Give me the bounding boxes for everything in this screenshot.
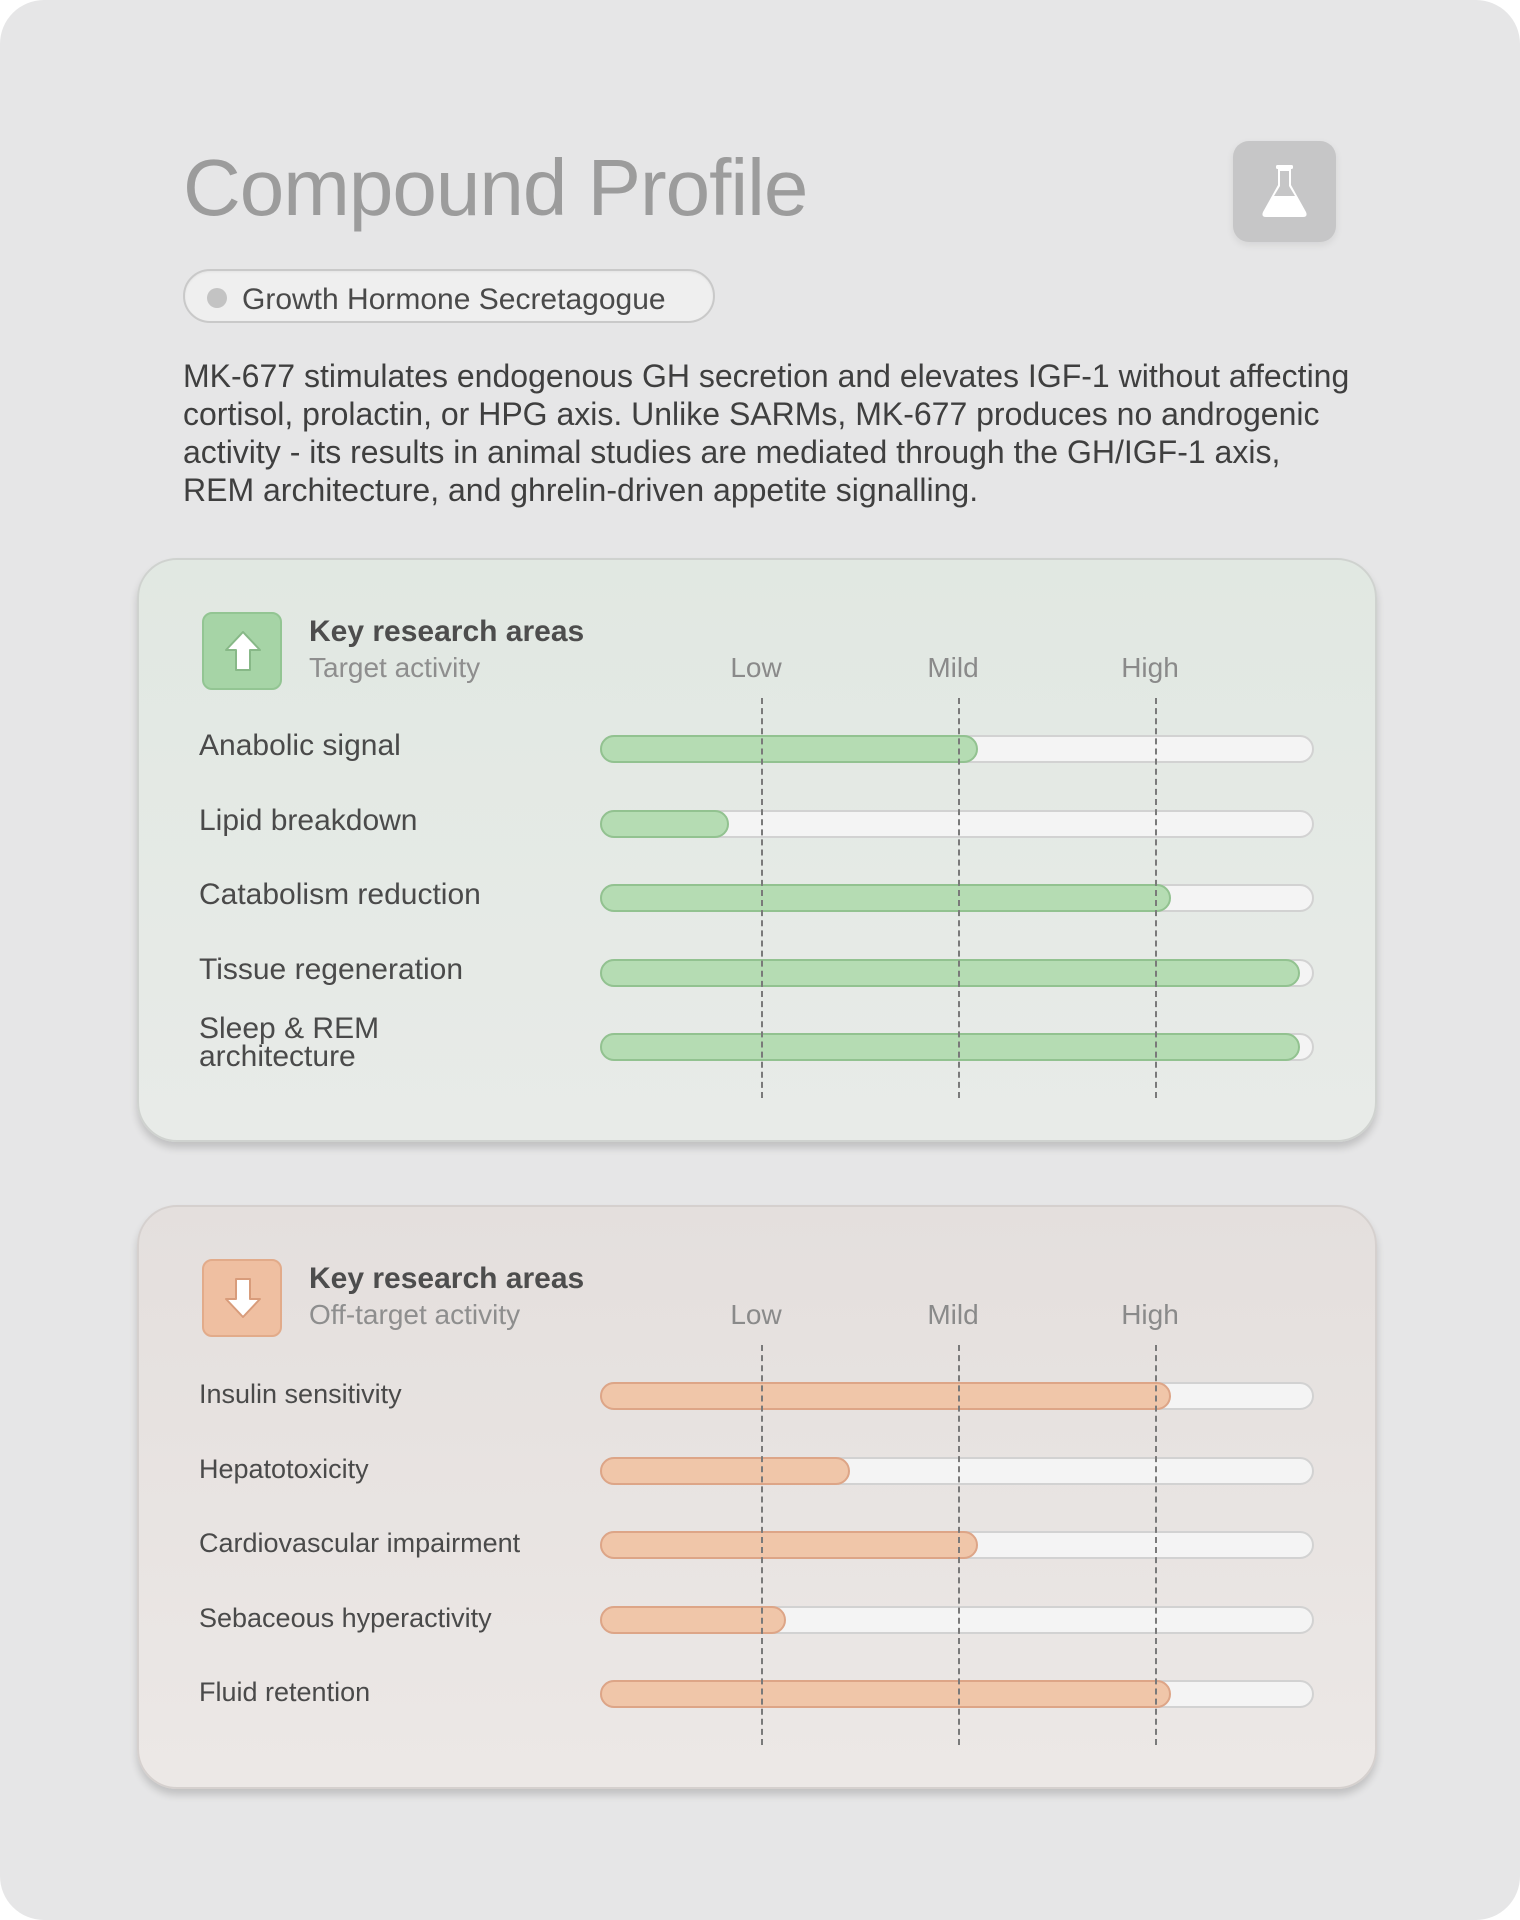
level-bar-fill <box>600 1531 978 1559</box>
level-bar-track <box>600 1033 1314 1061</box>
scale-label-mild: Mild <box>927 652 979 683</box>
arrow-down-icon <box>224 1277 262 1319</box>
scale-label-low: Low <box>730 1299 782 1330</box>
level-bar-fill <box>600 735 978 763</box>
level-bar-track <box>600 1382 1314 1410</box>
row-label: Anabolic signal <box>199 729 401 762</box>
level-bar-fill <box>600 884 1171 912</box>
category-badge-label: Growth Hormone Secretagogue <box>242 283 666 316</box>
level-bar-track <box>600 1606 1314 1634</box>
level-bar-track <box>600 810 1314 838</box>
target-icon-badge <box>202 612 282 690</box>
level-bar-fill <box>600 810 729 838</box>
mild-threshold-line <box>958 1345 960 1745</box>
scale-label-high: High <box>1121 652 1179 683</box>
arrow-up-icon <box>224 630 262 672</box>
category-badge <box>183 269 715 323</box>
status-dot <box>207 288 227 308</box>
scale-label-low: Low <box>730 652 782 683</box>
level-bar-track <box>600 884 1314 912</box>
level-bar-fill <box>600 1606 786 1634</box>
row-label: Sebaceous hyperactivity <box>199 1603 492 1633</box>
level-bar-track <box>600 1457 1314 1485</box>
row-label: Catabolism reduction <box>199 878 481 911</box>
page-title: Compound Profile <box>183 143 808 232</box>
mild-threshold-line <box>958 698 960 1098</box>
card-subtitle: Off-target activity <box>309 1299 521 1330</box>
offtarget-icon-badge <box>202 1259 282 1337</box>
level-bar-track <box>600 1680 1314 1708</box>
high-threshold-line <box>1155 1345 1157 1745</box>
level-bar-fill <box>600 1680 1171 1708</box>
target-activity-card <box>137 558 1377 1142</box>
row-label: Hepatotoxicity <box>199 1454 369 1484</box>
level-bar-fill <box>600 1382 1171 1410</box>
card-title: Key research areas <box>309 1262 585 1295</box>
row-label: Lipid breakdown <box>199 804 418 837</box>
card-subtitle: Target activity <box>309 652 481 683</box>
scale-label-mild: Mild <box>927 1299 979 1330</box>
row-label: Insulin sensitivity <box>199 1379 402 1409</box>
low-threshold-line <box>761 698 763 1098</box>
level-bar-track <box>600 959 1314 987</box>
compound-description: MK-677 stimulates endogenous GH secretion and elevates IGF-1 without affecting cortisol, prolactin, or HPG axis. Unlike SARMs, MK-677 produces no androgenic activity - its results in animal studies are mediated through the GH/IGF-1 axis, REM architecture, and ghrelin-driven appetite signalling. <box>183 358 1350 508</box>
row-label: Fluid retention <box>199 1677 371 1707</box>
level-bar-fill <box>600 1033 1300 1061</box>
flask-button[interactable] <box>1233 141 1336 242</box>
level-bar-fill <box>600 959 1300 987</box>
low-threshold-line <box>761 1345 763 1745</box>
row-label: Cardiovascular impairment <box>199 1528 521 1558</box>
level-bar-fill <box>600 1457 850 1485</box>
scale-label-high: High <box>1121 1299 1179 1330</box>
card-title: Key research areas <box>309 615 585 648</box>
flask-icon <box>1259 165 1310 218</box>
offtarget-activity-card <box>137 1205 1377 1789</box>
row-label: Tissue regeneration <box>199 953 464 986</box>
level-bar-track <box>600 1531 1314 1559</box>
row-label: Sleep & REM architecture <box>199 1012 380 1073</box>
high-threshold-line <box>1155 698 1157 1098</box>
level-bar-track <box>600 735 1314 763</box>
